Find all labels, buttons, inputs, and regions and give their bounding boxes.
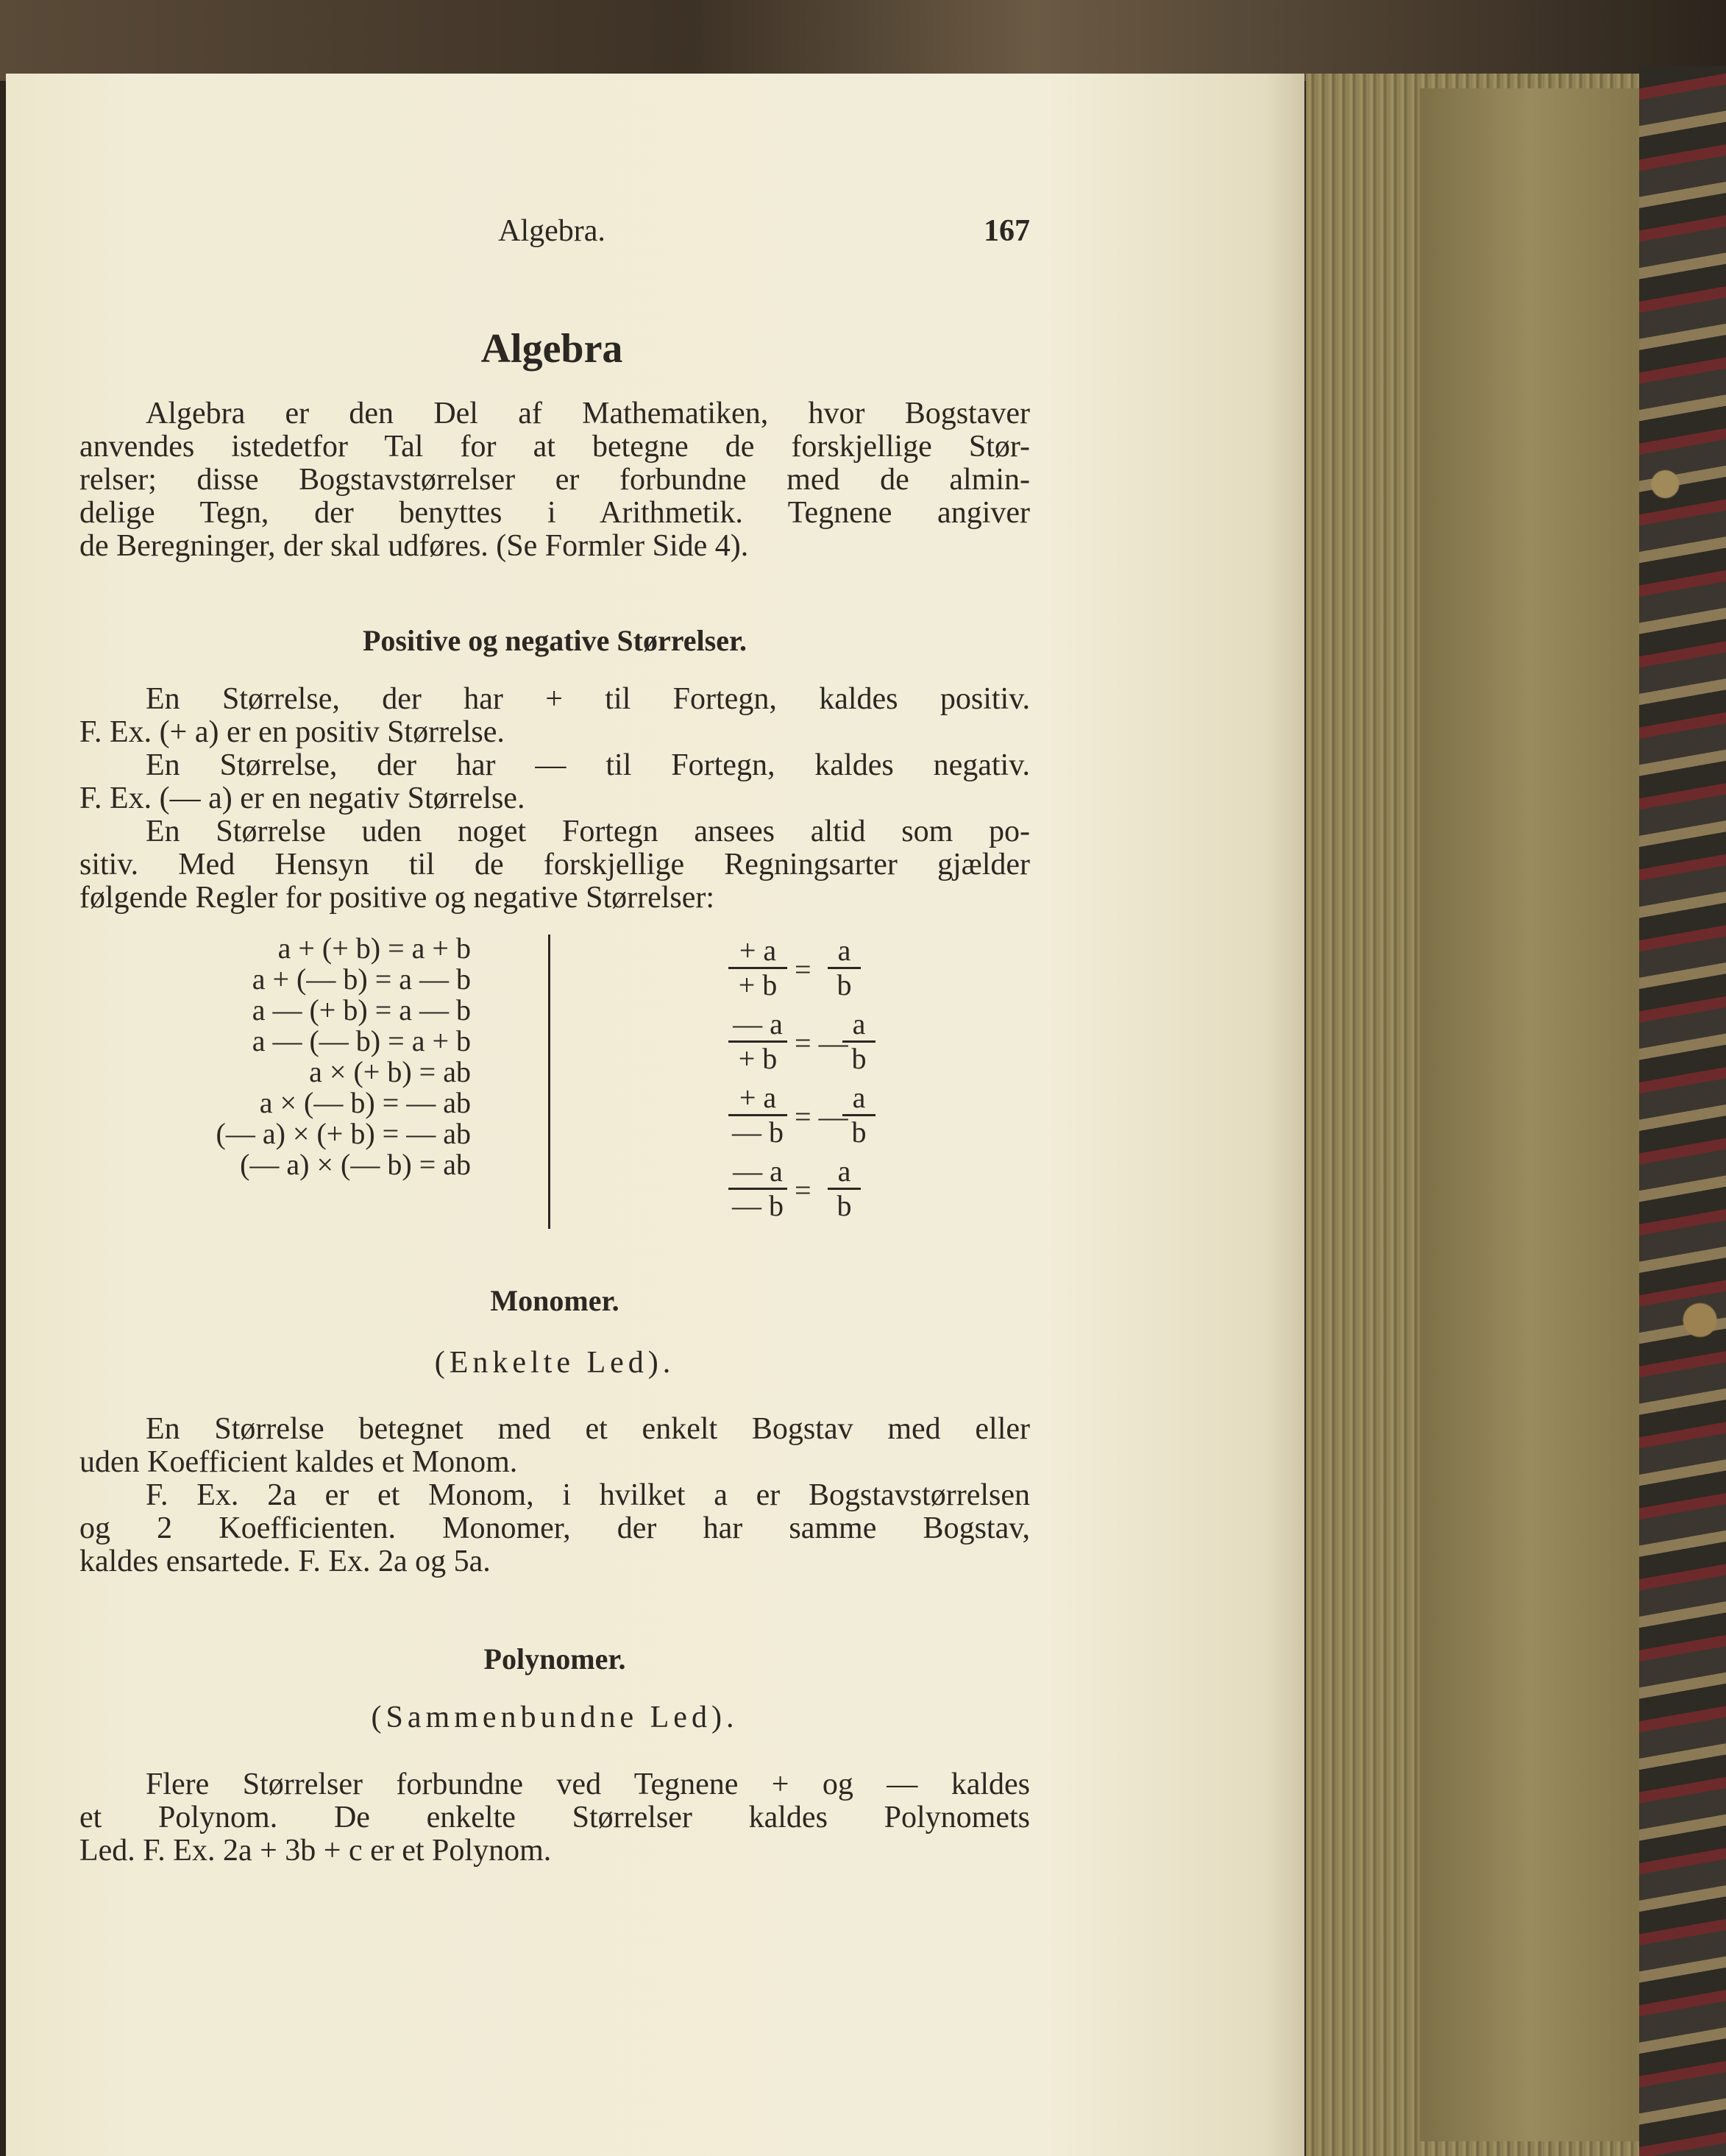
sign-rules-left: [96, 933, 471, 1180]
rule: a + (— b) = a — b: [252, 962, 471, 996]
section-subheading-polynomer: (Sammenbundne Led).: [371, 1701, 739, 1734]
fraction: [728, 1007, 787, 1075]
denominator: + b: [738, 1042, 778, 1075]
section-heading-monomer: Monomer.: [490, 1284, 619, 1317]
fraction: [828, 936, 861, 1000]
equals-sign: =: [795, 953, 811, 986]
page-edges-inner: [1420, 88, 1641, 2141]
text-line: Led. F. Ex. 2a + 3b + c er et Polynom.: [79, 1834, 552, 1868]
text-line: delige Tegn, der benyttes i Arithmetik. Tegnene angiver: [79, 496, 1030, 530]
numerator: a: [837, 934, 851, 967]
text-line: En Størrelse betegnet med et enkelt Bogstav med eller: [146, 1412, 1030, 1446]
numerator: + a: [739, 934, 777, 967]
text-line: F. Ex. (+ a) er en positiv Størrelse.: [79, 715, 505, 749]
equals-sign: =: [795, 1026, 811, 1060]
text-line: F. Ex. (— a) er en negativ Størrelse.: [79, 781, 525, 815]
equals-sign: =: [795, 1174, 811, 1207]
denominator: b: [851, 1116, 867, 1149]
column-divider: [548, 935, 550, 1229]
fraction: [842, 1083, 876, 1147]
running-title: Algebra.: [498, 214, 605, 248]
rule: a + (+ b) = a + b: [277, 932, 471, 965]
denominator: — b: [732, 1116, 784, 1149]
rule: (— a) × (— b) = ab: [240, 1148, 471, 1181]
page-number: 167: [984, 214, 1030, 248]
rule: a — (+ b) = a — b: [252, 993, 471, 1026]
denominator: b: [837, 1189, 852, 1222]
denominator: + b: [738, 968, 778, 1001]
page-title: Algebra: [480, 326, 623, 372]
text-line: og 2 Koefficienten. Monomer, der har samme Bogstav,: [79, 1511, 1030, 1545]
section-subheading-monomer: (Enkelte Led).: [434, 1346, 675, 1380]
equals-sign: =: [795, 1100, 811, 1133]
numerator: — a: [733, 1155, 783, 1188]
section2-paragraph: [79, 1413, 1030, 1578]
denominator: — b: [732, 1189, 784, 1222]
text-line: sitiv. Med Hensyn til de forskjellige Regningsarter gjælder: [79, 848, 1030, 882]
text-line: En Størrelse, der har — til Fortegn, kaldes negativ.: [146, 748, 1030, 782]
text-line: Flere Størrelser forbundne ved Tegnene + og — kaldes: [146, 1767, 1030, 1801]
text-line: kaldes ensartede. F. Ex. 2a og 5a.: [79, 1545, 491, 1578]
rule: a × (— b) = — ab: [259, 1086, 471, 1119]
denominator: b: [851, 1042, 867, 1075]
section-heading-positive-negative: Positive og negative Størrelser.: [362, 624, 747, 657]
section3-paragraph: [79, 1768, 1030, 1868]
rule: a — (— b) = a + b: [252, 1024, 471, 1057]
section1-paragraph: [79, 683, 1030, 915]
text-line: uden Koefficient kaldes et Monom.: [79, 1445, 518, 1479]
fraction: [842, 1007, 876, 1075]
denominator: b: [837, 968, 852, 1001]
fraction: [728, 936, 787, 1000]
numerator: — a: [733, 1007, 783, 1040]
text-line: F. Ex. 2a er et Monom, i hvilket a er Bogstavstørrelsen: [146, 1478, 1030, 1512]
numerator: a: [852, 1081, 866, 1114]
book-top-edge: [0, 0, 1726, 81]
numerator: a: [837, 1155, 851, 1188]
sign: —: [818, 1100, 848, 1133]
numerator: + a: [739, 1081, 777, 1114]
section-heading-polynomer: Polynomer.: [483, 1642, 626, 1675]
fraction: [728, 1157, 787, 1221]
text-line: anvendes istedetfor Tal for at betegne de forskjellige Stør-: [79, 430, 1030, 464]
marbled-cover: [1639, 66, 1726, 2156]
text-line: relser; disse Bogstavstørrelser er forbundne med de almin-: [79, 463, 1030, 497]
numerator: a: [852, 1007, 866, 1040]
fraction: [728, 1083, 787, 1147]
rule: (— a) × (+ b) = — ab: [216, 1117, 471, 1150]
rule: a × (+ b) = ab: [309, 1055, 471, 1088]
text-line: følgende Regler for positive og negative Størrelser:: [79, 881, 715, 915]
text-line: En Størrelse uden noget Fortegn ansees altid som po-: [146, 815, 1030, 848]
text-line: et Polynom. De enkelte Størrelser kaldes Polynomets: [79, 1801, 1030, 1834]
text-line: En Størrelse, der har + til Fortegn, kaldes positiv.: [146, 682, 1030, 716]
text-line: de Beregninger, der skal udføres. (Se Formler Side 4).: [79, 529, 749, 563]
intro-paragraph: [79, 397, 1030, 563]
text-line: Algebra er den Del af Mathematiken, hvor Bogstaver: [146, 397, 1030, 430]
fraction: [828, 1157, 861, 1221]
sign: —: [818, 1026, 848, 1060]
